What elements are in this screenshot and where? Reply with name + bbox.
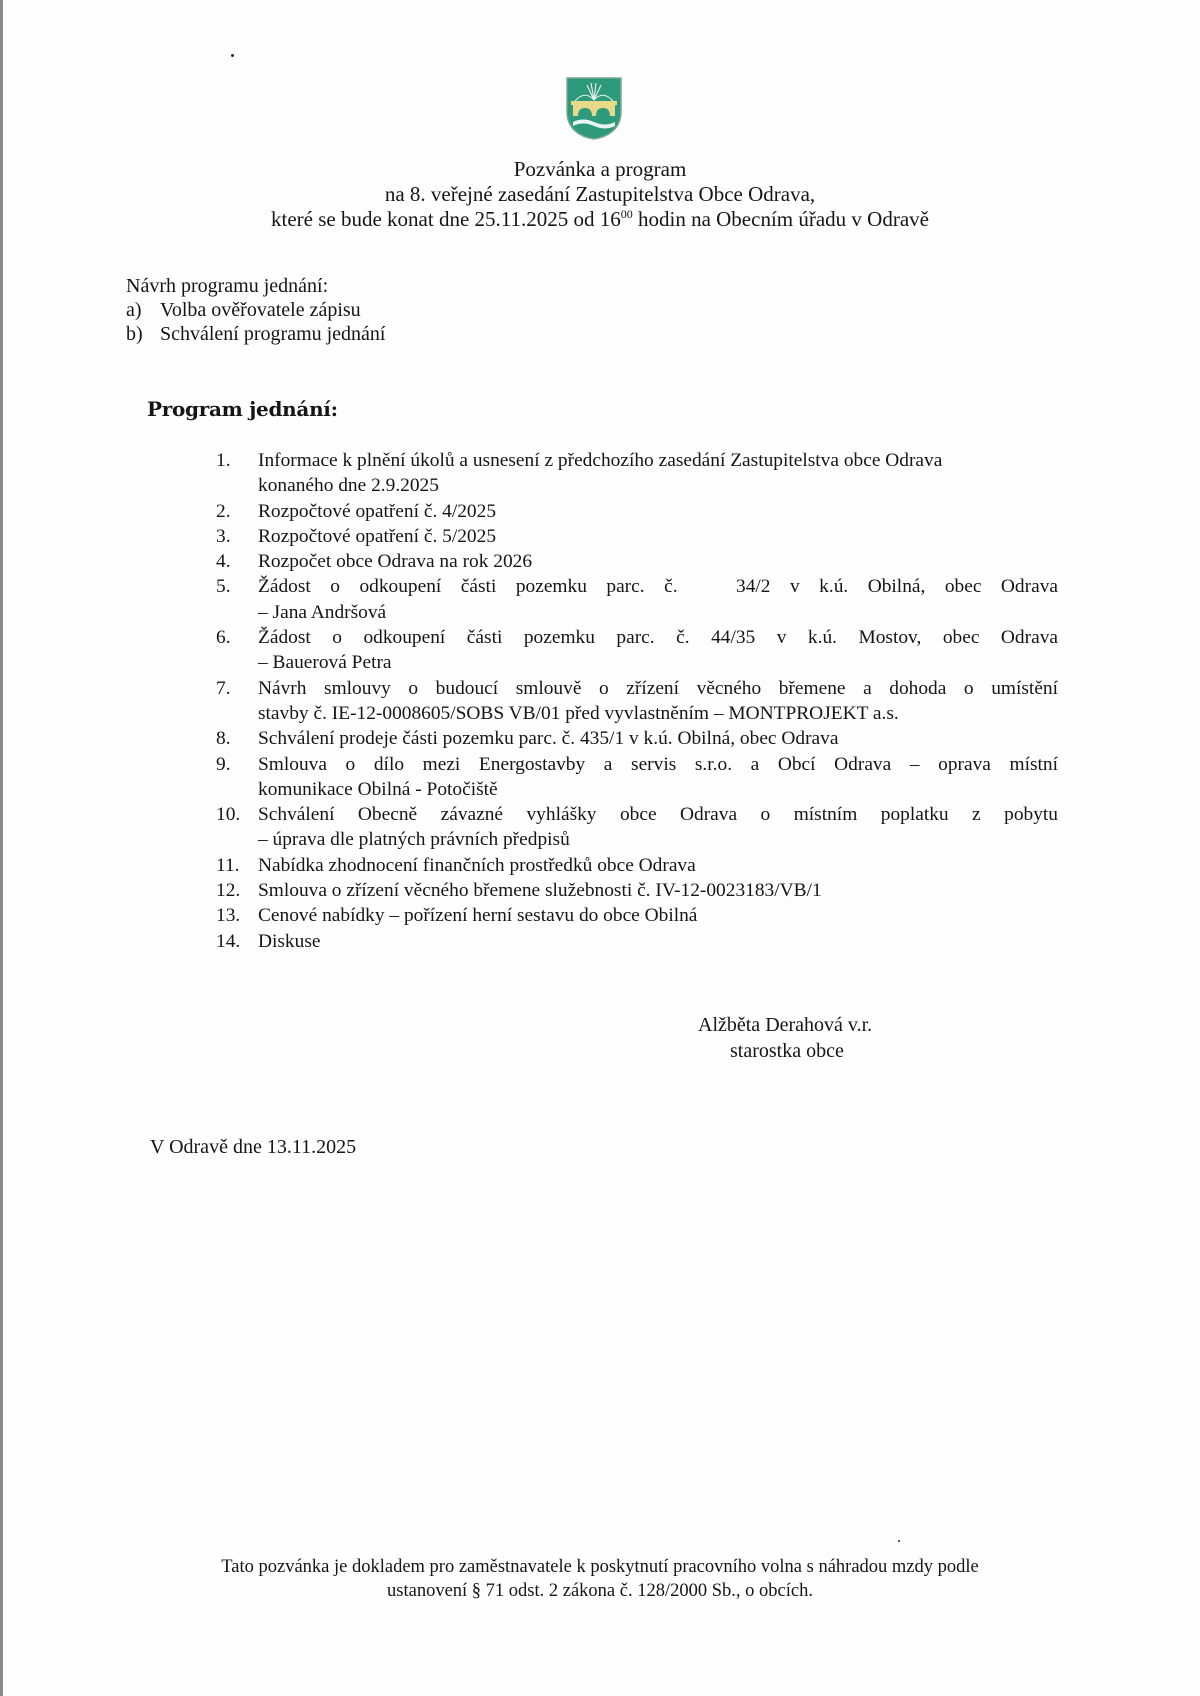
footer-line: Tato pozvánka je dokladem pro zaměstnavatele k poskytnutí pracovního volna s náhradou mzdy podle: [221, 1557, 979, 1577]
footer-line: ustanovení § 71 odst. 2 zákona č. 128/2000 Sb., o obcích.: [387, 1581, 813, 1601]
scan-speck: [231, 54, 234, 57]
agenda-item-number: 5.: [216, 576, 231, 598]
agenda-line: – Jana Andršová: [258, 601, 387, 623]
agenda-item-text: [258, 574, 1058, 625]
meeting-date-place: [0, 207, 1200, 232]
signatory-name: Alžběta Derahová v.r.: [698, 1014, 873, 1036]
agenda-item: [216, 726, 1058, 751]
agenda-item-text: [258, 448, 1058, 499]
agenda-item: [216, 499, 1058, 524]
meeting-place-text: hodin na Obecním úřadu v Odravě: [632, 207, 929, 231]
agenda-line: Žádost o odkoupení části pozemku parc. č. 44/35 v k.ú. Mostov, obec Odrava: [258, 627, 1058, 649]
agenda-item-number: 12.: [216, 880, 241, 902]
agenda-item: [216, 853, 1058, 878]
signatory-role: starostka obce: [730, 1040, 844, 1062]
agenda-item-text: Smlouva o zřízení věcného břemene služebnosti č. IV-12-0023183/VB/1: [258, 880, 822, 902]
agenda-line: konaného dne 2.9.2025: [258, 475, 439, 497]
agenda-line: Návrh smlouvy o budoucí smlouvě o zřízení věcného břemene a dohoda o umístění: [258, 677, 1058, 699]
proposal-item-mark: a): [126, 299, 142, 321]
agenda-list: [216, 448, 1058, 954]
agenda-item-number: 8.: [216, 728, 231, 750]
legal-footer: [0, 1555, 1200, 1603]
agenda-item-text: Rozpočtové opatření č. 5/2025: [258, 525, 497, 547]
agenda-line: – Bauerová Petra: [258, 652, 392, 674]
agenda-item: [216, 903, 1058, 928]
scan-edge-shadow: [0, 0, 3, 1696]
agenda-item-number: 3.: [216, 525, 231, 547]
proposal-heading: Návrh programu jednání:: [126, 275, 329, 297]
agenda-item: [216, 752, 1058, 803]
agenda-item: [216, 574, 1058, 625]
agenda-item-number: 14.: [216, 930, 241, 952]
agenda-item-text: Diskuse: [258, 930, 321, 952]
agenda-line: Informace k plnění úkolů a usnesení z předchozího zasedání Zastupitelstva obce Odrava: [258, 450, 943, 471]
document-title: [0, 157, 1200, 232]
agenda-item-text: [258, 625, 1058, 676]
agenda-line: komunikace Obilná - Potočiště: [258, 778, 498, 800]
agenda-item-text: Rozpočet obce Odrava na rok 2026: [258, 551, 533, 573]
scan-speck: [898, 1540, 900, 1542]
agenda-item-number: 1.: [216, 450, 231, 471]
agenda-item: [216, 549, 1058, 574]
signature-block: [698, 1012, 872, 1064]
agenda-item: [216, 878, 1058, 903]
agenda-item-number: 6.: [216, 627, 231, 649]
proposal-item-text: Schválení programu jednání: [160, 323, 386, 345]
agenda-item-text: Cenové nabídky – pořízení herní sestavu do obce Obilná: [258, 905, 698, 927]
agenda-item-text: [258, 752, 1058, 803]
agenda-line: Smlouva o dílo mezi Energostavby a servis s.r.o. a Obcí Odrava – oprava místní: [258, 753, 1058, 775]
agenda-item: [216, 929, 1058, 954]
proposal-item: [126, 322, 386, 346]
proposal-item-mark: b): [126, 323, 143, 345]
agenda-line: Schválení Obecně závazné vyhlášky obce Odrava o místním poplatku z pobytu: [258, 804, 1058, 826]
proposal-item-text: Volba ověřovatele zápisu: [160, 299, 361, 321]
meeting-time-minutes: 00: [620, 207, 633, 221]
agenda-proposal: [126, 274, 386, 346]
program-heading: Program jednání:: [147, 397, 338, 421]
agenda-item-number: 11.: [216, 854, 240, 876]
agenda-line: – úprava dle platných právních předpisů: [258, 829, 570, 851]
meeting-date-text: které se bude konat dne 25.11.2025 od 16: [271, 207, 621, 231]
agenda-line: Žádost o odkoupení části pozemku parc. č. 34/2 v k.ú. Obilná, obec Odrava: [258, 576, 1058, 598]
agenda-item: [216, 625, 1058, 676]
municipal-coat-of-arms-icon: [565, 76, 623, 140]
meeting-subtitle: na 8. veřejné zasedání Zastupitelstva Obce Odrava,: [384, 182, 816, 206]
place-and-date: V Odravě dne 13.11.2025: [150, 1136, 357, 1158]
agenda-item-number: 7.: [216, 677, 231, 699]
agenda-item-text: Schválení prodeje části pozemku parc. č. 435/1 v k.ú. Obilná, obec Odrava: [258, 728, 839, 750]
agenda-line: stavby č. IE-12-0008605/SOBS VB/01 před vyvlastněním – MONTPROJEKT a.s.: [258, 702, 899, 724]
title: Pozvánka a program: [513, 157, 687, 181]
agenda-item-number: 9.: [216, 753, 231, 775]
agenda-item-text: [258, 676, 1058, 727]
proposal-item: [126, 298, 386, 322]
agenda-item: [216, 448, 1058, 499]
agenda-item-text: Rozpočtové opatření č. 4/2025: [258, 500, 497, 522]
agenda-item-number: 10.: [216, 804, 241, 826]
agenda-item: [216, 524, 1058, 549]
agenda-item-number: 2.: [216, 500, 231, 522]
agenda-item: [216, 802, 1058, 853]
agenda-item-number: 4.: [216, 551, 231, 573]
agenda-item-number: 13.: [216, 905, 241, 927]
agenda-item-text: Nabídka zhodnocení finančních prostředků obce Odrava: [258, 854, 696, 876]
agenda-item: [216, 676, 1058, 727]
agenda-item-text: [258, 802, 1058, 853]
